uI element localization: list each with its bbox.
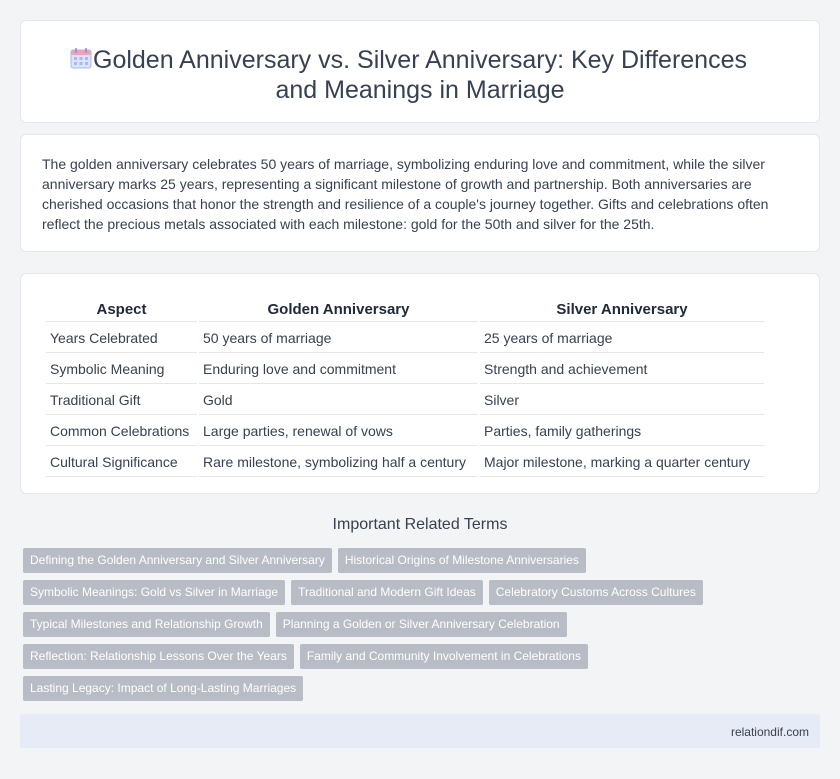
cell-silver: Parties, family gatherings (480, 417, 764, 446)
term-link[interactable]: Defining the Golden Anniversary and Silver Anniversary (23, 548, 332, 573)
term-row (23, 548, 823, 573)
cell-golden: Rare milestone, symbolizing half a century (199, 448, 478, 477)
table-row (46, 448, 764, 477)
term-link[interactable]: Typical Milestones and Relationship Growth (23, 612, 270, 637)
cell-aspect: Cultural Significance (46, 448, 197, 477)
table-row (46, 417, 764, 446)
footer (20, 714, 820, 748)
intro-card (20, 134, 820, 252)
table-row (46, 355, 764, 384)
header-aspect: Aspect (46, 298, 197, 322)
term-row (23, 580, 823, 605)
page-title: Golden Anniversary vs. Silver Anniversary: Key Differences and Meanings in Marriage (93, 46, 747, 104)
term-link[interactable]: Planning a Golden or Silver Anniversary Celebration (276, 612, 567, 637)
cell-aspect: Traditional Gift (46, 386, 197, 415)
cell-silver: Strength and achievement (480, 355, 764, 384)
table-header-row (46, 298, 764, 322)
table-row (46, 324, 764, 353)
term-link[interactable]: Historical Origins of Milestone Anniversaries (338, 548, 586, 573)
cell-aspect: Symbolic Meaning (46, 355, 197, 384)
header-card (20, 20, 820, 123)
term-link[interactable]: Celebratory Customs Across Cultures (489, 580, 703, 605)
comparison-card (20, 273, 820, 494)
cell-silver: Major milestone, marking a quarter century (480, 448, 764, 477)
related-terms-heading: Important Related Terms (332, 516, 508, 533)
term-row (23, 644, 823, 669)
cell-golden: Enduring love and commitment (199, 355, 478, 384)
cell-aspect: Years Celebrated (46, 324, 197, 353)
term-link[interactable]: Symbolic Meanings: Gold vs Silver in Marriage (23, 580, 285, 605)
comparison-table (44, 296, 766, 479)
term-link[interactable]: Traditional and Modern Gift Ideas (291, 580, 483, 605)
table-row (46, 386, 764, 415)
cell-golden: Large parties, renewal of vows (199, 417, 478, 446)
cell-aspect: Common Celebrations (46, 417, 197, 446)
intro-paragraph: The golden anniversary celebrates 50 years of marriage, symbolizing enduring love and commitment, while the silver anniversary marks 25 years, representing a significant milestone of growth and partnership. Both anniversaries are cherished occasions that honor the strength and resilience of a couple's journey together. Gifts and celebrations often reflect the precious metals associated with each milestone: gold for the 50th and silver for the 25th. (42, 156, 769, 232)
term-row (23, 676, 823, 701)
cell-golden: Gold (199, 386, 478, 415)
cell-golden: 50 years of marriage (199, 324, 478, 353)
footer-site-link[interactable]: relationdif.com (730, 725, 809, 739)
cell-silver: Silver (480, 386, 764, 415)
header-golden: Golden Anniversary (199, 298, 478, 322)
term-link[interactable]: Family and Community Involvement in Celebrations (300, 644, 588, 669)
term-link[interactable]: Lasting Legacy: Impact of Long-Lasting Marriages (23, 676, 303, 701)
header-silver: Silver Anniversary (480, 298, 764, 322)
cell-silver: 25 years of marriage (480, 324, 764, 353)
related-terms-list (23, 548, 823, 708)
term-row (23, 612, 823, 637)
term-link[interactable]: Reflection: Relationship Lessons Over the Years (23, 644, 294, 669)
